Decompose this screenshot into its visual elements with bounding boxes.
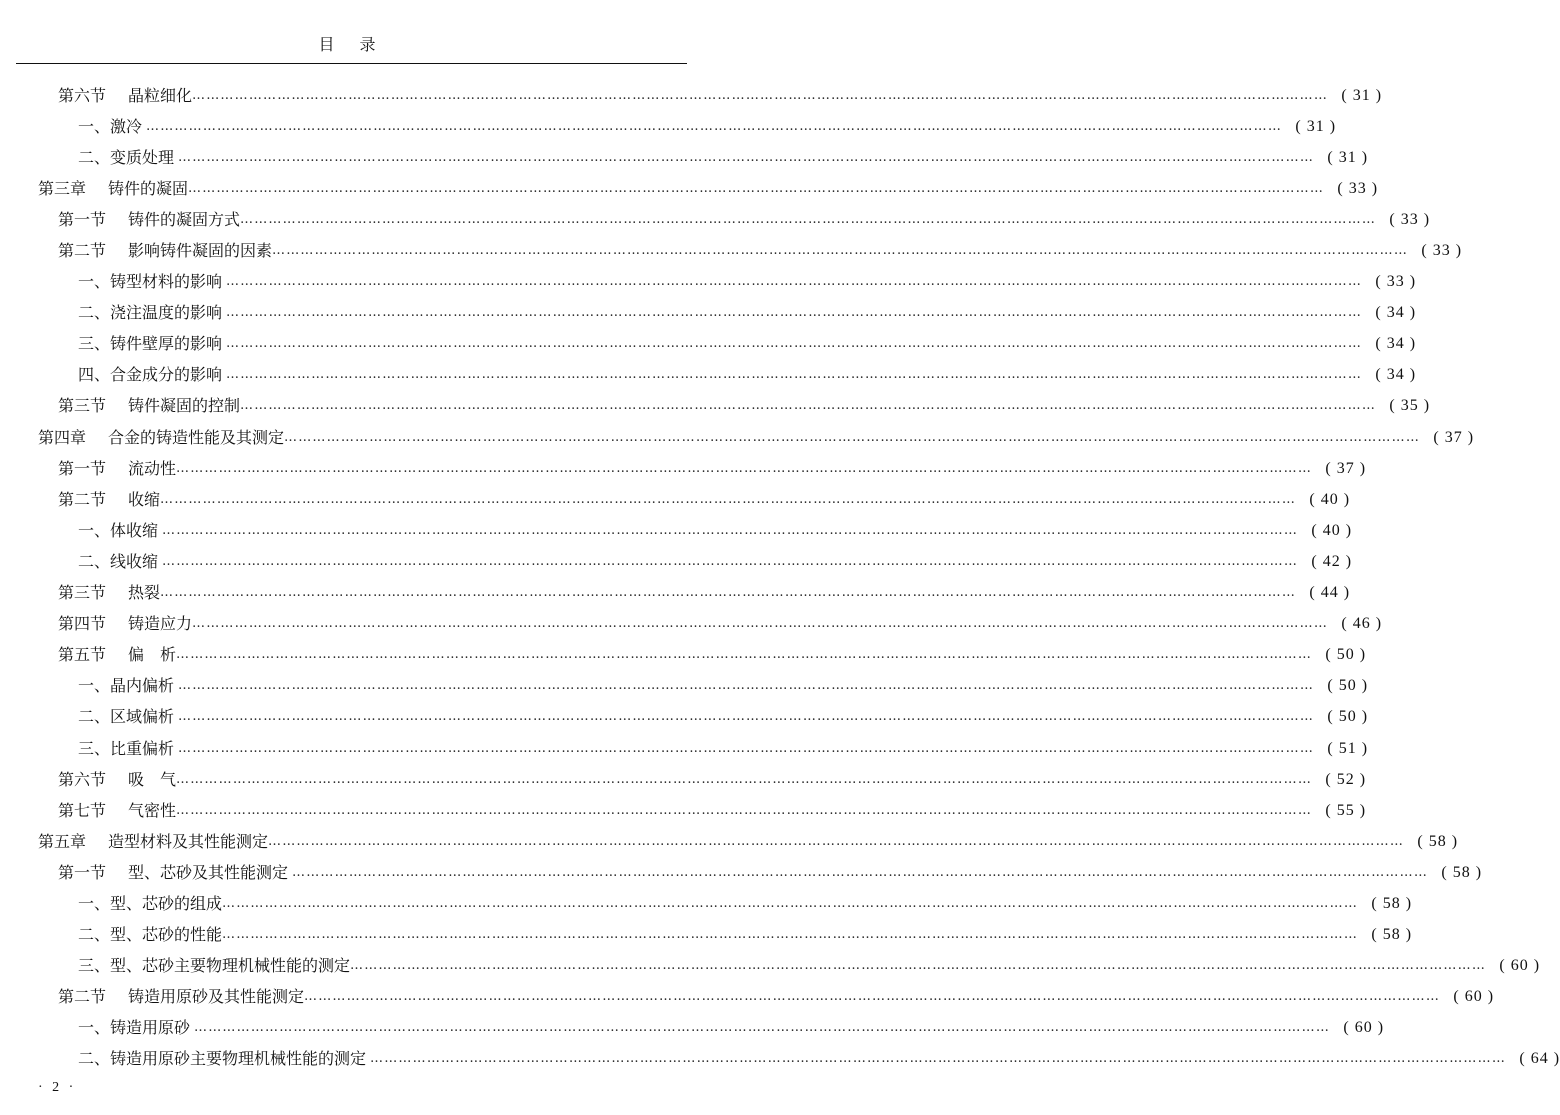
toc-entry-title: 线收缩 (110, 551, 159, 571)
toc-entry-number: 一、 (78, 676, 111, 696)
toc-entry (0, 204, 1431, 235)
toc-entry-page: ( 34 ) (1375, 366, 1417, 384)
toc-entry-page: ( 60 ) (1453, 988, 1495, 1006)
toc-leader-dots: …………………………………………………………………………………………………………………………………………………………………………………………………………………… (160, 585, 1297, 601)
toc-entry-number: 三、 (78, 956, 111, 976)
toc-entry-page: ( 42 ) (1311, 552, 1353, 570)
toc-entry-title: 铸件壁厚的影响 (110, 334, 223, 354)
toc-entry-label (58, 862, 288, 884)
toc-entry-number: 第一节 (58, 458, 107, 478)
toc-leader-dots: …………………………………………………………………………………………………………………………………………………………………………………………………………………… (192, 616, 1329, 632)
toc-entry-title: 型、芯砂主要物理机械性能的测定 (110, 956, 351, 976)
toc-entry-title: 晶粒细化 (128, 85, 193, 105)
toc-entry-number: 第二节 (58, 489, 107, 509)
toc-entry-title: 影响铸件凝固的因素 (128, 241, 273, 261)
toc-entry (0, 609, 1383, 640)
toc-entry-number: 二、 (78, 707, 111, 727)
toc-entry-number: 第七节 (58, 800, 107, 820)
toc-entry-title: 造型材料及其性能测定 (108, 831, 269, 851)
toc-entry-label (78, 706, 174, 728)
toc-entry-page: ( 58 ) (1371, 894, 1413, 912)
toc-entry-title: 晶内偏析 (110, 676, 175, 696)
toc-entry-number: 第六节 (58, 769, 107, 789)
toc-leader-dots: …………………………………………………………………………………………………………………………………………………………………………………………………………………… (226, 274, 1363, 290)
toc-entry-label (58, 769, 176, 791)
toc-leader-dots: …………………………………………………………………………………………………………………………………………………………………………………………………………………… (146, 118, 1283, 134)
toc-entry-number: 第三章 (38, 178, 87, 198)
toc-entry-page: ( 46 ) (1341, 615, 1383, 633)
toc-entry (0, 329, 1417, 360)
toc-leader-dots: …………………………………………………………………………………………………………………………………………………………………………………………………………………… (176, 771, 1313, 787)
toc-entry (0, 360, 1417, 391)
toc-entry-page: ( 35 ) (1389, 397, 1431, 415)
toc-entry-number: 第四章 (38, 427, 87, 447)
toc-entry-title: 铸造用原砂及其性能测定 (128, 987, 305, 1007)
toc-entry-number: 一、 (78, 893, 111, 913)
toc-entry-page: ( 33 ) (1375, 273, 1417, 291)
toc-leader-dots: …………………………………………………………………………………………………………………………………………………………………………………………………………………… (188, 180, 1325, 196)
toc-entry-title: 变质处理 (110, 147, 175, 167)
toc-entry-number: 三、 (78, 738, 111, 758)
toc-entry-title: 铸件的凝固 (108, 178, 189, 198)
toc-entry-label (58, 458, 176, 480)
toc-entry-page: ( 60 ) (1343, 1019, 1385, 1037)
toc-entry-number: 第六节 (58, 85, 107, 105)
toc-entry-label (78, 116, 142, 138)
toc-entry (0, 888, 1413, 919)
toc-entry (0, 515, 1353, 546)
toc-entry-page: ( 34 ) (1375, 335, 1417, 353)
toc-entry-title: 铸型材料的影响 (110, 272, 223, 292)
toc-entry (0, 391, 1431, 422)
toc-entry (0, 267, 1417, 298)
toc-entry-title: 吸 气 (128, 769, 177, 789)
toc-entry (0, 733, 1369, 764)
toc-entry-title: 铸件的凝固方式 (128, 209, 241, 229)
toc-leader-dots: …………………………………………………………………………………………………………………………………………………………………………………………………………………… (240, 398, 1377, 414)
toc-entry (0, 235, 1463, 266)
toc-entry-page: ( 31 ) (1327, 148, 1369, 166)
toc-entry-number: 第二节 (58, 987, 107, 1007)
toc-entry-number: 第二节 (58, 241, 107, 261)
toc-entry-title: 浇注温度的影响 (110, 303, 223, 323)
toc-entry-label (58, 613, 192, 635)
toc-leader-dots: …………………………………………………………………………………………………………………………………………………………………………………………………………………… (176, 460, 1313, 476)
toc-entry-page: ( 50 ) (1327, 708, 1369, 726)
toc-leader-dots: …………………………………………………………………………………………………………………………………………………………………………………………………………………… (268, 833, 1405, 849)
toc-entry-title: 流动性 (128, 458, 177, 478)
toc-leader-dots: …………………………………………………………………………………………………………………………………………………………………………………………………………………… (240, 211, 1377, 227)
toc-leader-dots: …………………………………………………………………………………………………………………………………………………………………………………………………………………… (350, 958, 1487, 974)
toc-entry-number: 第三节 (58, 396, 107, 416)
toc-entry-number: 一、 (78, 116, 111, 136)
toc-entry-page: ( 44 ) (1309, 584, 1351, 602)
toc-entry-label (58, 644, 176, 666)
toc-entry-page: ( 50 ) (1327, 677, 1369, 695)
toc-entry-page: ( 64 ) (1519, 1050, 1560, 1068)
toc-entry-label (78, 271, 222, 293)
toc-leader-dots: …………………………………………………………………………………………………………………………………………………………………………………………………………………… (178, 740, 1315, 756)
toc-entry-number: 一、 (78, 272, 111, 292)
toc-entry (0, 826, 1459, 857)
toc-leader-dots: …………………………………………………………………………………………………………………………………………………………………………………………………………………… (222, 895, 1359, 911)
toc-entry (0, 640, 1367, 671)
toc-entry-label (78, 1048, 366, 1070)
toc-entry-number: 二、 (78, 303, 111, 323)
toc-entry-number: 第四节 (58, 614, 107, 634)
toc-entry-label (58, 800, 176, 822)
toc-entry-label (78, 333, 222, 355)
toc-entry-label (78, 924, 222, 946)
toc-entry-title: 铸件凝固的控制 (128, 396, 241, 416)
toc-entry (0, 1044, 1560, 1075)
toc-leader-dots: …………………………………………………………………………………………………………………………………………………………………………………………………………………… (178, 678, 1315, 694)
toc-leader-dots: …………………………………………………………………………………………………………………………………………………………………………………………………………………… (226, 367, 1363, 383)
toc-entry-page: ( 50 ) (1325, 646, 1367, 664)
toc-entry-page: ( 52 ) (1325, 770, 1367, 788)
toc-entry (0, 484, 1351, 515)
toc-entry (0, 142, 1369, 173)
toc-leader-dots: …………………………………………………………………………………………………………………………………………………………………………………………………………………… (272, 243, 1409, 259)
toc-entry-number: 三、 (78, 334, 111, 354)
toc-entry-title: 型、芯砂的组成 (110, 893, 223, 913)
toc-entry-label (58, 240, 272, 262)
toc-entry-label (78, 302, 222, 324)
toc-entry-label (78, 955, 350, 977)
toc-entry (0, 795, 1367, 826)
toc-entry (0, 920, 1413, 951)
toc-entry-page: ( 58 ) (1371, 926, 1413, 944)
toc-entry-label (78, 551, 158, 573)
toc-leader-dots: …………………………………………………………………………………………………………………………………………………………………………………………………………………… (194, 1020, 1331, 1036)
toc-entry (0, 173, 1379, 204)
toc-entry (0, 546, 1353, 577)
toc-entry-label (58, 986, 304, 1008)
toc-entry-page: ( 58 ) (1441, 863, 1483, 881)
toc-entry (0, 982, 1495, 1013)
toc-entry-number: 第一节 (58, 862, 107, 882)
toc-leader-dots: …………………………………………………………………………………………………………………………………………………………………………………………………………………… (284, 429, 1421, 445)
toc-leader-dots: …………………………………………………………………………………………………………………………………………………………………………………………………………………… (370, 1051, 1507, 1067)
toc-entry-number: 二、 (78, 925, 111, 945)
toc-entry-number: 一、 (78, 520, 111, 540)
toc-entry-title: 收缩 (128, 489, 161, 509)
toc-leader-dots: …………………………………………………………………………………………………………………………………………………………………………………………………………………… (162, 553, 1299, 569)
toc-entry (0, 702, 1369, 733)
toc-entry-number: 第一节 (58, 209, 107, 229)
toc-entry-title: 偏 析 (128, 645, 177, 665)
toc-entry-title: 气密性 (128, 800, 177, 820)
toc-entry (0, 111, 1337, 142)
toc-entry (0, 857, 1483, 888)
toc-entry-label (58, 85, 192, 107)
toc-leader-dots: …………………………………………………………………………………………………………………………………………………………………………………………………………………… (292, 864, 1429, 880)
toc-entry-title: 比重偏析 (110, 738, 175, 758)
toc-entry-title: 铸造应力 (128, 614, 193, 634)
toc-leader-dots: …………………………………………………………………………………………………………………………………………………………………………………………………………………… (162, 522, 1299, 538)
toc-entry-title: 区域偏析 (110, 707, 175, 727)
toc-entry-page: ( 34 ) (1375, 304, 1417, 322)
table-of-contents (0, 80, 1560, 1075)
toc-entry-label (58, 209, 240, 231)
toc-entry (0, 80, 1383, 111)
toc-entry-number: 第五章 (38, 831, 87, 851)
toc-entry-number: 一、 (78, 1018, 111, 1038)
toc-leader-dots: …………………………………………………………………………………………………………………………………………………………………………………………………………………… (160, 491, 1297, 507)
toc-entry-label (78, 364, 222, 386)
toc-entry (0, 298, 1417, 329)
toc-entry-label (78, 893, 222, 915)
toc-leader-dots: …………………………………………………………………………………………………………………………………………………………………………………………………………………… (178, 709, 1315, 725)
toc-entry-title: 热裂 (128, 583, 161, 603)
toc-entry-label (58, 489, 160, 511)
toc-entry-title: 铸造用原砂主要物理机械性能的测定 (110, 1049, 367, 1069)
toc-entry-page: ( 31 ) (1341, 86, 1383, 104)
toc-entry-title: 体收缩 (110, 520, 159, 540)
toc-entry-number: 二、 (78, 1049, 111, 1069)
toc-entry-label (78, 1017, 190, 1039)
toc-entry-title: 激冷 (110, 116, 143, 136)
toc-leader-dots: …………………………………………………………………………………………………………………………………………………………………………………………………………………… (192, 87, 1329, 103)
toc-entry-page: ( 33 ) (1337, 179, 1379, 197)
toc-entry-number: 二、 (78, 147, 111, 167)
toc-leader-dots: …………………………………………………………………………………………………………………………………………………………………………………………………………………… (178, 149, 1315, 165)
toc-entry-page: ( 37 ) (1325, 459, 1367, 477)
toc-entry-title: 铸造用原砂 (110, 1018, 191, 1038)
page-number: · 2 · (38, 1080, 77, 1095)
toc-entry-label (78, 520, 158, 542)
toc-entry-page: ( 55 ) (1325, 801, 1367, 819)
toc-entry-page: ( 37 ) (1433, 428, 1475, 446)
toc-entry-label (58, 395, 240, 417)
toc-entry-page: ( 60 ) (1499, 957, 1541, 975)
toc-entry (0, 764, 1367, 795)
toc-leader-dots: …………………………………………………………………………………………………………………………………………………………………………………………………………………… (176, 647, 1313, 663)
toc-entry-title: 合金的铸造性能及其测定 (108, 427, 285, 447)
page-title: 目 录 (318, 35, 386, 54)
toc-entry-page: ( 51 ) (1327, 739, 1369, 757)
toc-entry-label (38, 831, 268, 853)
toc-entry-page: ( 58 ) (1417, 832, 1459, 850)
toc-entry-title: 合金成分的影响 (110, 365, 223, 385)
toc-leader-dots: …………………………………………………………………………………………………………………………………………………………………………………………………………………… (176, 802, 1313, 818)
toc-entry-label (38, 427, 284, 449)
toc-leader-dots: …………………………………………………………………………………………………………………………………………………………………………………………………………………… (226, 336, 1363, 352)
toc-entry-page: ( 33 ) (1421, 242, 1463, 260)
toc-entry-label (58, 582, 160, 604)
toc-entry (0, 422, 1475, 453)
toc-entry-label (78, 738, 174, 760)
toc-entry-number: 二、 (78, 551, 111, 571)
toc-entry-number: 四、 (78, 365, 111, 385)
toc-entry-label (38, 178, 188, 200)
toc-entry-number: 第三节 (58, 583, 107, 603)
toc-entry (0, 453, 1367, 484)
toc-leader-dots: …………………………………………………………………………………………………………………………………………………………………………………………………………………… (226, 305, 1363, 321)
toc-entry-title: 型、芯砂的性能 (110, 925, 223, 945)
toc-entry-label (78, 147, 174, 169)
toc-entry (0, 671, 1369, 702)
toc-entry-page: ( 31 ) (1295, 117, 1337, 135)
header-rule (16, 63, 687, 64)
toc-leader-dots: …………………………………………………………………………………………………………………………………………………………………………………………………………………… (222, 927, 1359, 943)
toc-entry-page: ( 33 ) (1389, 210, 1431, 228)
toc-entry (0, 1013, 1385, 1044)
toc-entry-label (78, 675, 174, 697)
toc-entry (0, 951, 1541, 982)
toc-entry-page: ( 40 ) (1311, 521, 1353, 539)
toc-entry-number: 第五节 (58, 645, 107, 665)
toc-entry-title: 型、芯砂及其性能测定 (128, 862, 289, 882)
toc-leader-dots: …………………………………………………………………………………………………………………………………………………………………………………………………………………… (304, 989, 1441, 1005)
toc-entry-page: ( 40 ) (1309, 490, 1351, 508)
toc-entry (0, 578, 1351, 609)
